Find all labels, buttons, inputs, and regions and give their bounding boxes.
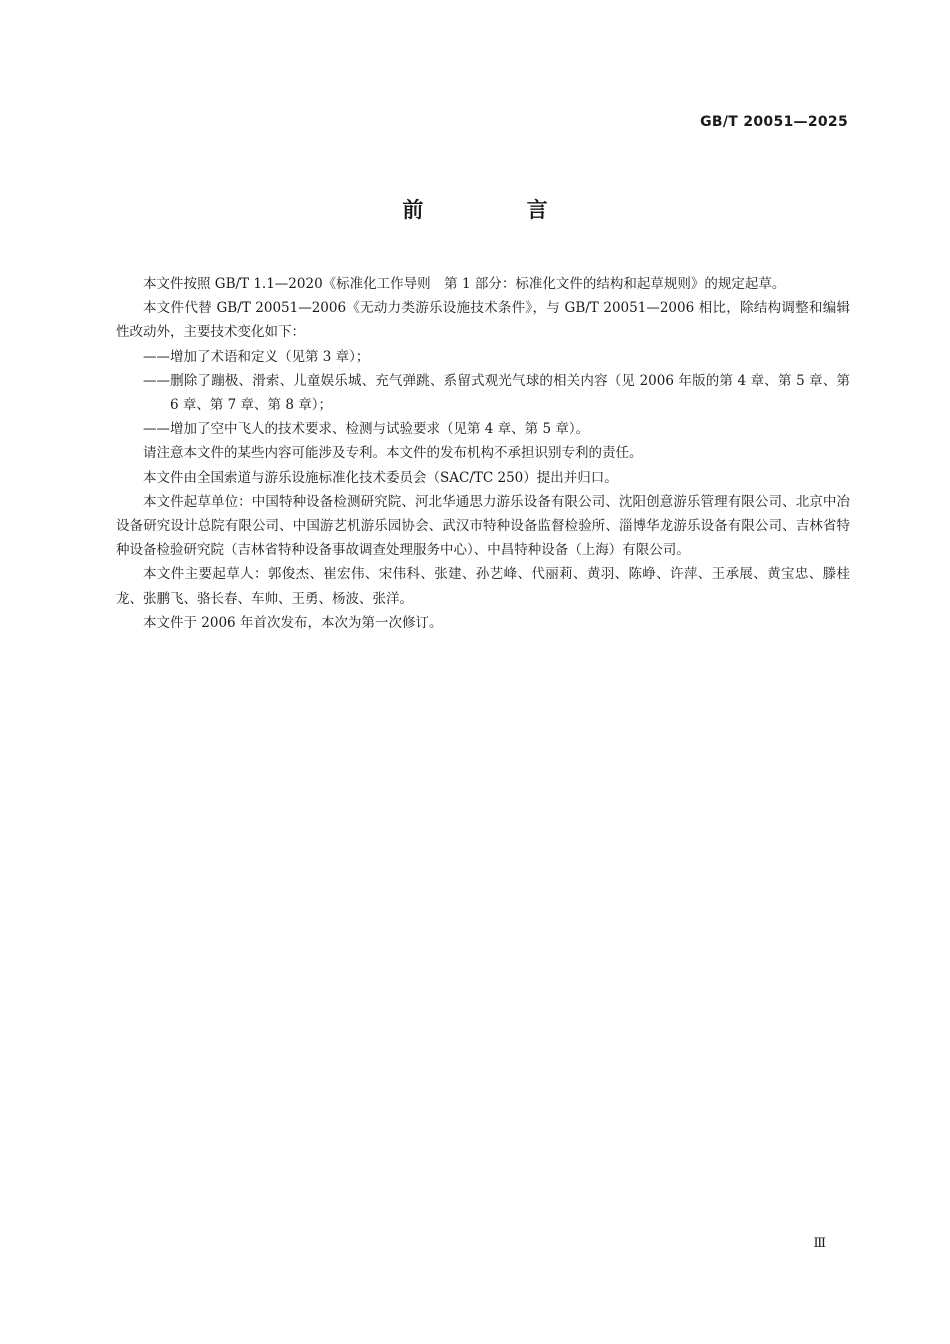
paragraph-publication-history: 本文件于 2006 年首次发布，本次为第一次修订。 [143,614,443,631]
paragraph-patent-notice: 请注意本文件的某些内容可能涉及专利。本文件的发布机构不承担识别专利的责任。 [143,445,643,462]
change-item-additions: ——增加了空中飞人的技术要求、检测与试验要求（见第 4 章、第 5 章）。 [143,421,590,438]
change-item-terms: ——增加了术语和定义（见第 3 章）； [143,348,370,365]
page-number: Ⅲ [813,1236,826,1251]
paragraph-drafting-units: 本文件起草单位：中国特种设备检测研究院、河北华通思力游乐设备有限公司、沈阳创意游乐管理有限公司、北京中冶设备研究设计总院有限公司、中国游艺机游乐园协会、武汉市特种设备监督检验所、淄博华龙游乐设备有限公司、吉林省特种设备检验研究院（吉林省特种设备事故调查处理服务中心）、中昌特种设备（上海）有限公司。 [116,493,850,559]
paragraph-proposer: 本文件由全国索道与游乐设施标准化技术委员会（SAC/TC 250）提出并归口。 [143,469,618,486]
change-item-deletions: ——删除了蹦极、滑索、儿童娱乐城、充气弹跳、系留式观光气球的相关内容（见 2006 年版的第 4 章、第 5 章、第 6 章、第 7 章、第 8 章）； [143,372,850,414]
paragraph-drafters: 本文件主要起草人：郭俊杰、崔宏伟、宋伟科、张建、孙艺峰、代丽莉、黄羽、陈峥、许萍、王承展、黄宝忠、滕桂龙、张鹏飞、骆长春、车帅、王勇、杨波、张洋。 [116,566,850,607]
page-title: 前 言 [402,198,596,222]
foreword-body [116,272,850,635]
paragraph-replacement: 本文件代替 GB/T 20051—2006《无动力类游乐设施技术条件》，与 GB/T 20051—2006 相比，除结构调整和编辑性改动外，主要技术变化如下： [116,300,850,341]
document-code: GB/T 20051—2025 [700,114,848,130]
paragraph-drafting-rules: 本文件按照 GB/T 1.1—2020《标准化工作导则 第 1 部分：标准化文件的结构和起草规则》的规定起草。 [143,276,786,292]
